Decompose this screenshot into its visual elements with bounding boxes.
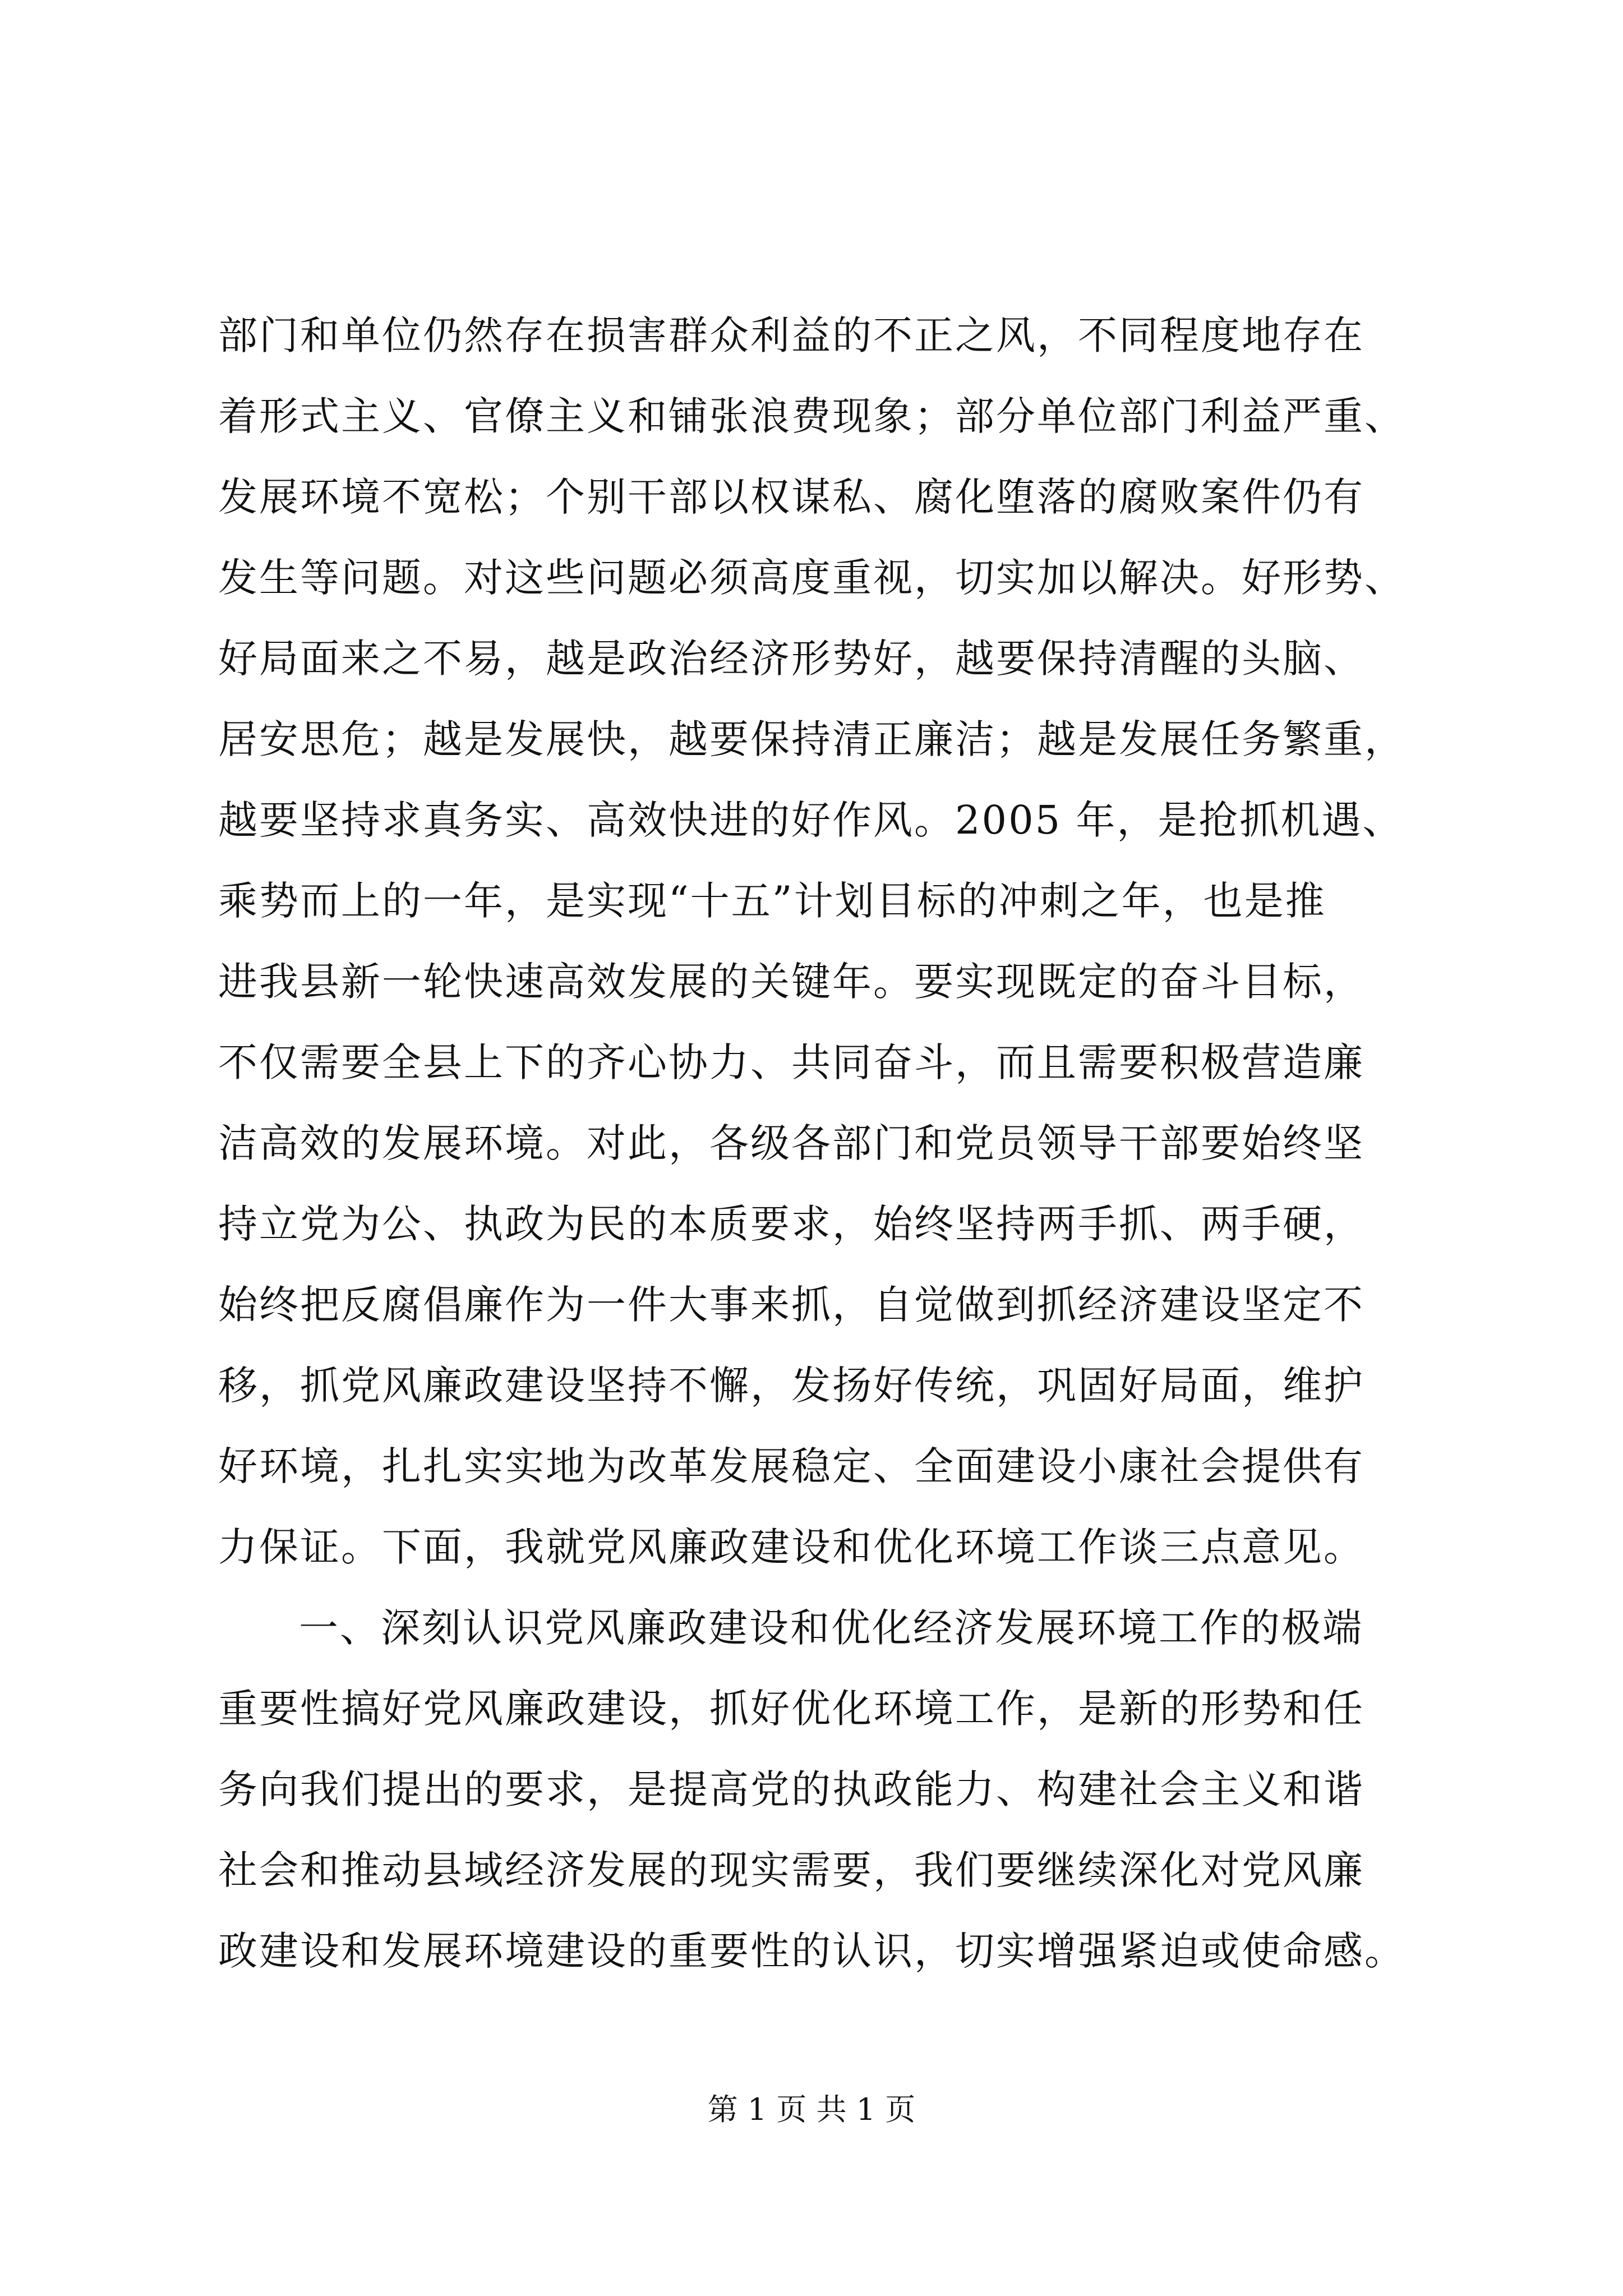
text-line: 力保证。下面，我就党风廉政建设和优化环境工作谈三点意见。	[218, 1524, 1364, 1570]
text-line: 进我县新一轮快速高效发展的关键年。要实现既定的奋斗目标，	[218, 959, 1364, 1005]
text-line: 部门和单位仍然存在损害群众利益的不正之风，不同程度地存在	[218, 312, 1364, 358]
text-line: 乘势而上的一年，是实现“十五”计划目标的冲刺之年，也是推	[218, 878, 1326, 924]
page-footer: 第 1 页 共 1 页	[707, 2092, 916, 2127]
section-heading-line: 一、深刻认识党风廉政建设和优化经济发展环境工作的极端	[299, 1605, 1363, 1651]
text-line: 政建设和发展环境建设的重要性的认识，切实增强紧迫或使命感。	[218, 1928, 1405, 1974]
text-line: 发生等问题。对这些问题必须高度重视，切实加以解决。好形势、	[218, 555, 1405, 601]
text-line: 着形式主义、官僚主义和铺张浪费现象；部分单位部门利益严重、	[218, 393, 1405, 439]
text-line: 好环境，扎扎实实地为改革发展稳定、全面建设小康社会提供有	[218, 1443, 1364, 1489]
text-line: 社会和推动县域经济发展的现实需要，我们要继续深化对党风廉	[218, 1847, 1364, 1893]
text-line: 始终把反腐倡廉作为一件大事来抓，自觉做到抓经济建设坚定不	[218, 1282, 1364, 1328]
text-line: 洁高效的发展环境。对此，各级各部门和党员领导干部要始终坚	[218, 1120, 1364, 1166]
text-line: 持立党为公、执政为民的本质要求，始终坚持两手抓、两手硬，	[218, 1201, 1364, 1247]
text-line: 越要坚持求真务实、高效快进的好作风。2005 年，是抢抓机遇、	[218, 797, 1404, 843]
text-line: 重要性搞好党风廉政建设，抓好优化环境工作，是新的形势和任	[218, 1686, 1364, 1732]
text-line: 不仅需要全县上下的齐心协力、共同奋斗，而且需要积极营造廉	[218, 1039, 1364, 1085]
body-text	[218, 295, 1430, 1991]
text-line: 移，抓党风廉政建设坚持不懈，发扬好传统，巩固好局面，维护	[218, 1363, 1364, 1409]
text-line: 发展环境不宽松；个别干部以权谋私、腐化堕落的腐败案件仍有	[218, 474, 1364, 520]
text-line: 好局面来之不易，越是政治经济形势好，越要保持清醒的头脑、	[218, 636, 1364, 682]
text-line: 务向我们提出的要求，是提高党的执政能力、构建社会主义和谐	[218, 1766, 1364, 1812]
text-line: 居安思危；越是发展快，越要保持清正廉洁；越是发展任务繁重，	[218, 716, 1405, 762]
